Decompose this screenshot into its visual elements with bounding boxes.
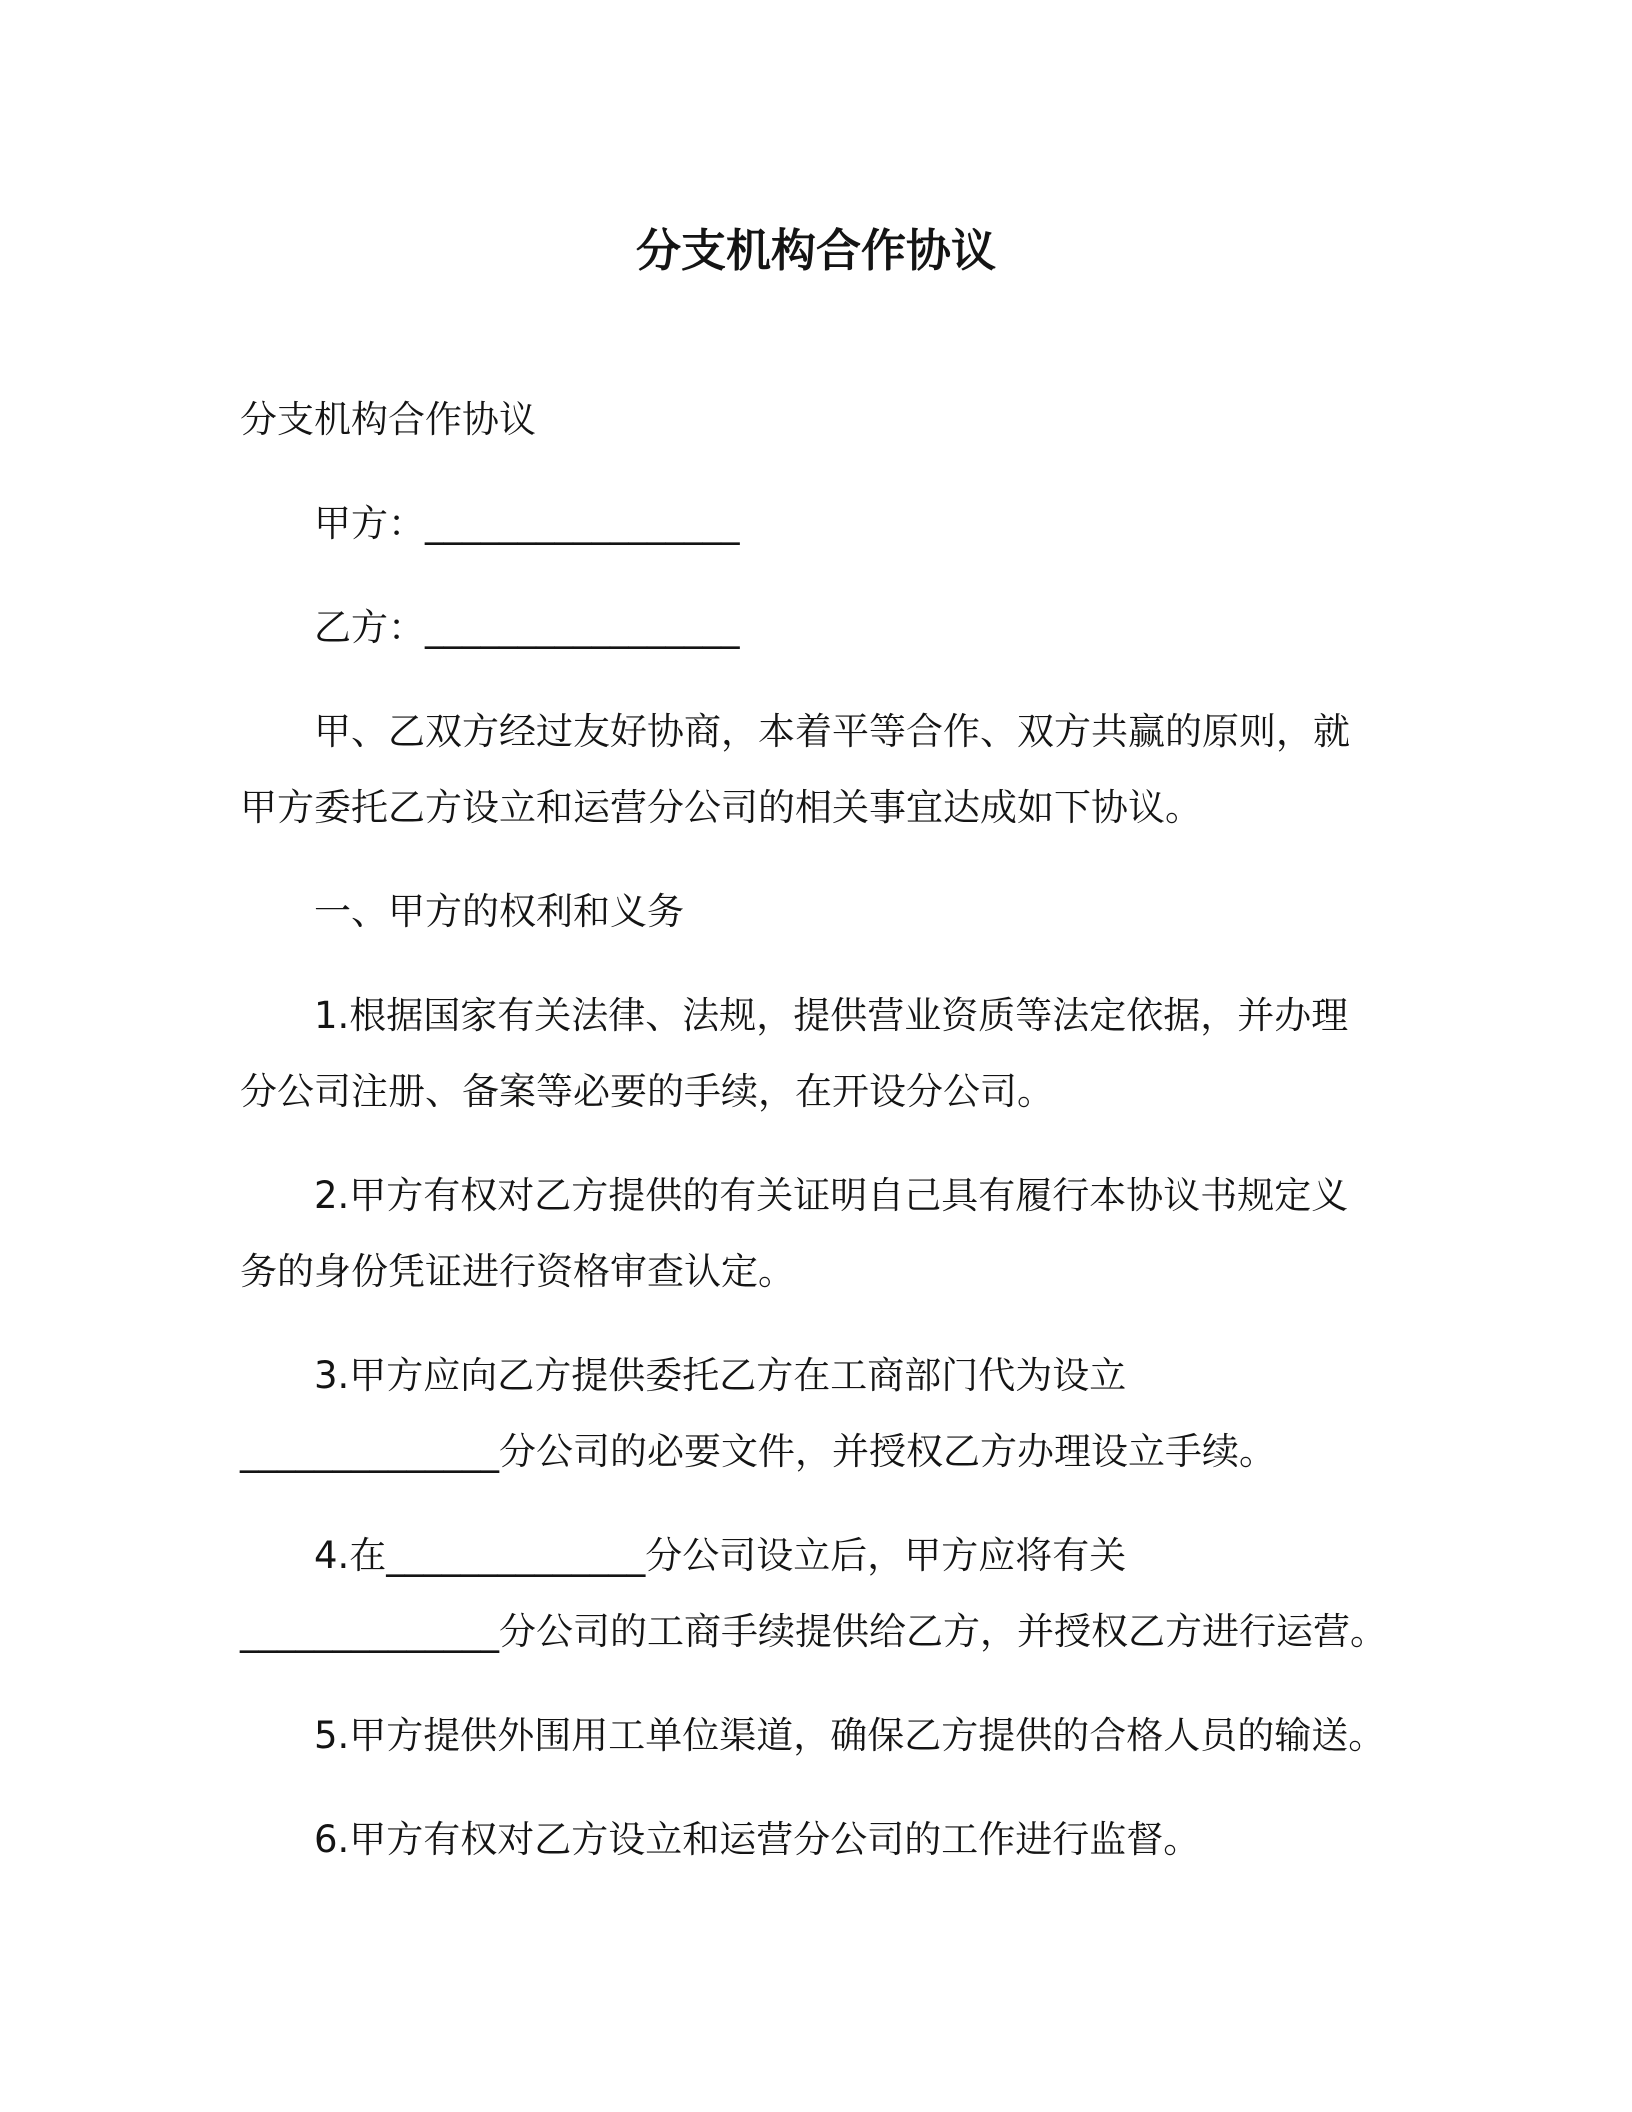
paragraph-line: 分公司注册、备案等必要的手续，在开设分公司。 [240,1070,1054,1113]
paragraph-line: 1.根据国家有关法律、法规，提供营业资质等法定依据，并办理 [314,994,1349,1037]
paragraph-line: ______________分公司的必要文件，并授权乙方办理设立手续。 [240,1430,1276,1473]
paragraph-line: 务的身份凭证进行资格审查认定。 [240,1250,795,1293]
paragraph-line: 5.甲方提供外围用工单位渠道，确保乙方提供的合格人员的输送。 [314,1714,1386,1757]
clause-3 [240,1338,1440,1490]
party-b-line [240,590,1440,666]
document-title: 分支机构合作协议 [635,224,996,277]
party-b-text: 乙方：_________________ [314,606,740,649]
paragraph-line: 2.甲方有权对乙方提供的有关证明自己具有履行本协议书规定义 [314,1174,1349,1217]
paragraph-line: 甲方委托乙方设立和运营分公司的相关事宜达成如下协议。 [240,786,1202,829]
party-a-line [240,486,1440,562]
clause-5 [240,1698,1440,1774]
clause-2 [240,1158,1440,1310]
clause-4 [240,1518,1440,1670]
document-body [240,382,1440,1906]
document-heading [240,382,1440,458]
paragraph-line: 甲、乙双方经过友好协商，本着平等合作、双方共赢的原则，就 [314,710,1350,753]
party-a-text: 甲方：_________________ [314,502,740,545]
section-heading-1 [240,874,1440,950]
section-heading-text: 一、甲方的权利和义务 [314,890,684,933]
paragraph-line: 4.在______________分公司设立后，甲方应将有关 [314,1534,1127,1577]
clause-1 [240,978,1440,1130]
heading-line: 分支机构合作协议 [240,398,536,441]
paragraph-line: ______________分公司的工商手续提供给乙方，并授权乙方进行运营。 [240,1610,1387,1653]
preamble-paragraph [240,694,1440,846]
paragraph-line: 6.甲方有权对乙方设立和运营分公司的工作进行监督。 [314,1818,1201,1861]
paragraph-line: 3.甲方应向乙方提供委托乙方在工商部门代为设立 [314,1354,1127,1397]
clause-6 [240,1802,1440,1878]
